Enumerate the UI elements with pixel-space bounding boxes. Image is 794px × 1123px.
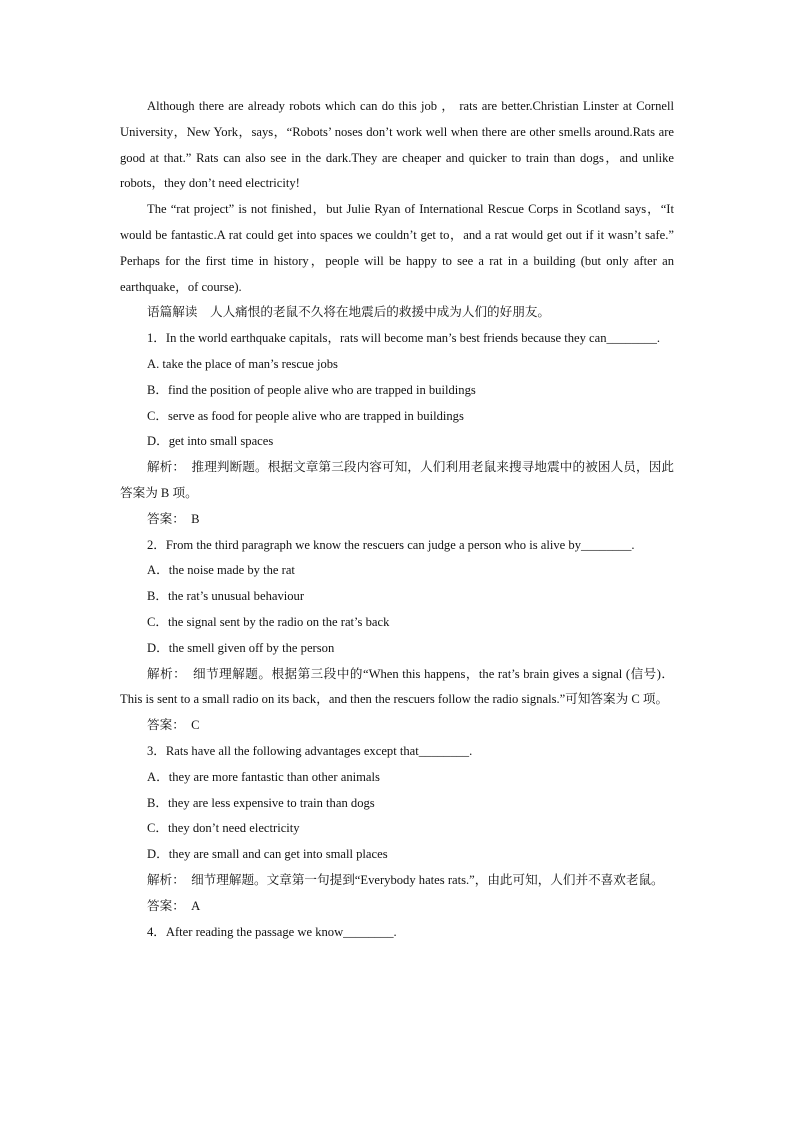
question-1-option-c: C．serve as food for people alive who are trapped in buildings (147, 408, 464, 423)
question-4-stem: 4．After reading the passage we know________. (147, 924, 397, 939)
passage-paragraph-1: Although there are already robots which can do this job ， rats are better.Christian Linster at Cornell University，New York，says，“Robots’ noses don’t work well when there are other smells around.Rats are good at that.” Rats can also see in the dark.They are cheaper and quicker to train than dogs，and unlike robots，they don’t need electricity! (120, 99, 674, 191)
passage-paragraph-2: The “rat project” is not finished，but Julie Ryan of International Rescue Corps in Scotland says，“It would be fantastic.A rat could get into spaces we couldn’t get to，and a rat would get out if it wasn’t safe.” Perhaps for the first time in history，people will be happy to see a rat in a building (but only after an earthquake，of course). (120, 202, 674, 294)
question-2-option-a: A．the noise made by the rat (147, 563, 295, 578)
question-2-analysis: 解析： 细节理解题。根据第三段中的“When this happens，the rat’s brain gives a signal (信号)．This is sent to a small radio on its back，and then the rescuers follow the radio signals.”可知答案为 C 项。 (120, 666, 674, 707)
question-2-stem: 2．From the third paragraph we know the rescuers can judge a person who is alive by________. (147, 537, 635, 552)
document-body (120, 94, 674, 945)
question-3-option-a: A．they are more fantastic than other animals (147, 769, 380, 784)
question-2-answer: 答案： C (147, 718, 200, 733)
question-1-stem: 1．In the world earthquake capitals，rats will become man’s best friends because they can________. (147, 331, 661, 346)
question-3-option-c: C．they don’t need electricity (147, 821, 300, 836)
question-3-answer: 答案： A (147, 898, 201, 913)
question-1-option-b: B．find the position of people alive who are trapped in buildings (147, 382, 476, 397)
question-1-answer: 答案： B (147, 511, 200, 526)
question-2-option-c: C．the signal sent by the radio on the rat’s back (147, 614, 390, 629)
question-3-option-d: D．they are small and can get into small places (147, 847, 388, 862)
question-3-stem: 3．Rats have all the following advantages except that________. (147, 743, 473, 758)
question-1-option-a: A. take the place of man’s rescue jobs (147, 356, 338, 371)
passage-summary: 语篇解读 人人痛恨的老鼠不久将在地震后的救援中成为人们的好朋友。 (147, 305, 550, 320)
question-3-analysis: 解析： 细节理解题。文章第一句提到“Everybody hates rats.”，由此可知，人们并不喜欢老鼠。 (147, 872, 664, 887)
question-2-option-d: D．the smell given off by the person (147, 640, 335, 655)
question-1-option-d: D．get into small spaces (147, 434, 274, 449)
question-3-option-b: B．they are less expensive to train than dogs (147, 795, 375, 810)
question-1-analysis: 解析： 推理判断题。根据文章第三段内容可知，人们利用老鼠来搜寻地震中的被困人员，因此答案为 B 项。 (120, 460, 674, 500)
question-2-option-b: B．the rat’s unusual behaviour (147, 589, 305, 604)
